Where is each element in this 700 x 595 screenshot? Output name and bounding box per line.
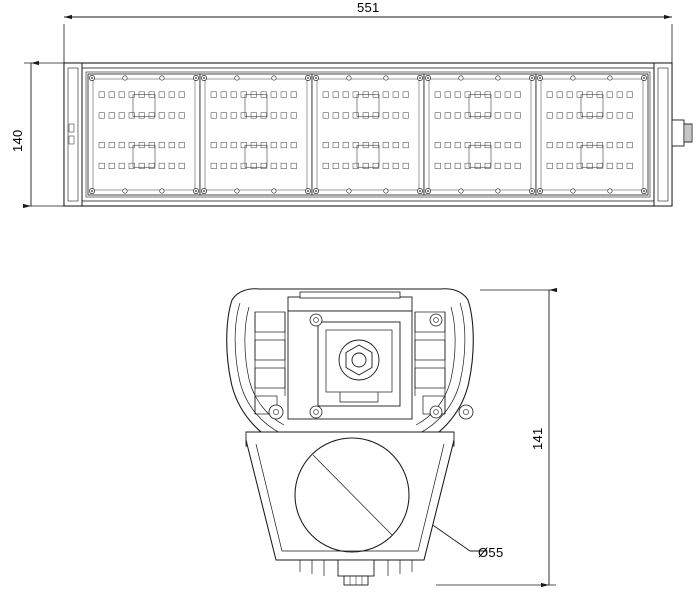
mounting-screw-center <box>643 77 645 79</box>
dimension-label-diameter: Ø55 <box>478 545 504 560</box>
mounting-screw <box>160 189 164 193</box>
mounting-screw <box>496 76 500 80</box>
mounting-screw <box>123 189 127 193</box>
mounting-screw-center <box>315 190 317 192</box>
mounting-screw-center <box>203 77 205 79</box>
mounting-screw <box>496 189 500 193</box>
mounting-screw <box>347 189 351 193</box>
mounting-screw <box>347 76 351 80</box>
mounting-screw <box>571 189 575 193</box>
led-module-group <box>88 74 648 195</box>
dimension-label-width: 551 <box>357 0 380 15</box>
mounting-screw-center <box>531 77 533 79</box>
mounting-screw <box>160 76 164 80</box>
mounting-screw <box>459 189 463 193</box>
mounting-screw <box>459 76 463 80</box>
mounting-screw-center <box>539 190 541 192</box>
mounting-screw-center <box>91 77 93 79</box>
side-section-body <box>227 289 474 585</box>
mounting-screw-center <box>203 190 205 192</box>
mounting-screw-center <box>307 77 309 79</box>
mounting-screw <box>608 76 612 80</box>
mounting-screw-center <box>91 190 93 192</box>
mounting-screw-center <box>427 77 429 79</box>
mounting-screw <box>384 189 388 193</box>
mounting-screw <box>235 189 239 193</box>
mounting-screw-center <box>419 77 421 79</box>
mounting-screw-center <box>195 77 197 79</box>
led-module <box>200 74 312 195</box>
dimension-label-side-height: 141 <box>530 427 545 450</box>
mounting-screw-center <box>419 190 421 192</box>
led-module <box>536 74 648 195</box>
mounting-screw-center <box>539 77 541 79</box>
mounting-screw <box>123 76 127 80</box>
mounting-screw-center <box>531 190 533 192</box>
mounting-screw-center <box>315 77 317 79</box>
led-module <box>88 74 200 195</box>
led-module <box>312 74 424 195</box>
dimension-label-height: 140 <box>10 129 25 152</box>
mounting-screw <box>608 189 612 193</box>
mounting-screw-center <box>195 190 197 192</box>
mounting-screw <box>384 76 388 80</box>
led-module <box>424 74 536 195</box>
mounting-screw <box>235 76 239 80</box>
mounting-screw <box>571 76 575 80</box>
mounting-screw-center <box>427 190 429 192</box>
mounting-screw <box>272 76 276 80</box>
mounting-screw <box>272 189 276 193</box>
mounting-screw-center <box>643 190 645 192</box>
mounting-screw-center <box>307 190 309 192</box>
